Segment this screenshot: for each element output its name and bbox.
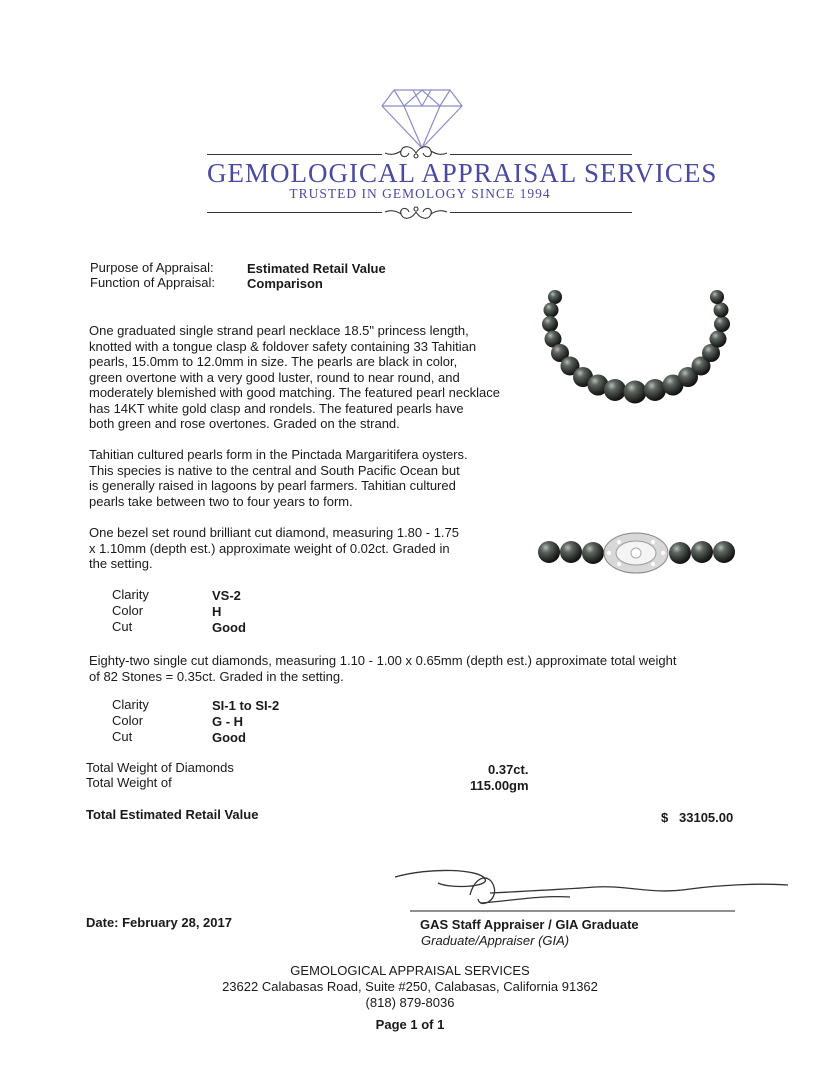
footer-company: GEMOLOGICAL APPRAISAL SERVICES [290,963,530,978]
logo-rule-top-left [207,154,382,155]
purpose-label: Purpose of Appraisal: [90,260,214,275]
flourish-bottom-icon [383,202,449,222]
grade-label: Cut [112,619,133,634]
diamond2-paragraph [89,653,729,684]
function-value: Comparison [247,276,323,291]
necklace-photo [535,285,740,420]
appraiser-title: GAS Staff Appraiser / GIA Graduate [420,917,639,932]
company-tagline: TRUSTED IN GEMOLOGY SINCE 1994 [289,186,551,201]
grade-value: H [212,604,222,619]
grade-value: Good [212,620,246,635]
total-weight-value: 115.00gm [470,778,529,793]
grade-label: Clarity [112,697,149,712]
grade-label: Color [112,603,144,618]
signature-image [390,865,790,915]
description-line: both green and rose overtones. Graded on the strand. [89,416,400,431]
grade-label: Clarity [112,587,149,602]
footer-phone: (818) 879-8036 [365,995,455,1010]
pearl-description [89,323,529,432]
footer-page-number: Page 1 of 1 [375,1017,445,1032]
grade-value: SI-1 to SI-2 [212,698,280,713]
description-line: One graduated single strand pearl necklace 18.5" princess length, [89,323,469,338]
description-line: has 14KT white gold clasp and rondels. The featured pearls have [89,400,464,416]
appraisal-date: Date: February 28, 2017 [86,915,232,930]
grade-value: Good [212,730,246,745]
retail-value-amount: 33105.00 [679,810,734,825]
retail-value-label: Total Estimated Retail Value [86,807,259,822]
logo-rule-top-right [450,154,632,155]
diamond1-paragraph [89,525,529,572]
tahitian-line: This species is native to the central and South Pacific Ocean but [89,462,460,478]
grade-value: G - H [212,714,244,729]
appraiser-subtitle: Graduate/Appraiser (GIA) [421,933,570,948]
diamond1-line: x 1.10mm (depth est.) approximate weight of 0.02ct. Graded in [89,540,450,556]
company-title: GEMOLOGICAL APPRAISAL SERVICES [207,158,718,188]
tahitian-paragraph [89,447,529,509]
total-weight-label: Total Weight of [86,775,172,790]
clasp-photo [535,528,740,580]
diamond-logo-icon [380,88,464,150]
tahitian-line: pearls take between two to four years to form. [89,493,353,509]
grade-label: Cut [112,729,133,744]
total-diamonds-label: Total Weight of Diamonds [86,760,234,775]
diamond1-line: One bezel set round brilliant cut diamond, measuring 1.80 - 1.75 [89,525,459,540]
grade-value: VS-2 [212,588,241,603]
description-line: pearls, 15.0mm to 12.0mm in size. The pearls are black in color, [89,354,458,369]
diamond1-line: the setting. [89,556,153,571]
purpose-value: Estimated Retail Value [247,261,386,276]
tahitian-line: is generally raised in lagoons by pearl farmers. Tahitian cultured [89,478,456,493]
function-label: Function of Appraisal: [90,275,216,290]
total-diamonds-value: 0.37ct. [488,762,529,777]
logo-rule-bottom-right [450,212,632,213]
description-line: knotted with a tongue clasp & foldover safety containing 33 Tahitian [89,338,477,354]
logo-rule-bottom-left [207,212,382,213]
diamond2-line: of 82 Stones = 0.35ct. Graded in the setting. [89,668,344,684]
grade-label: Color [112,713,144,728]
description-line: moderately blemished with good matching. The featured pearl necklace [89,385,500,400]
diamond2-line: Eighty-two single cut diamonds, measuring 1.10 - 1.00 x 0.65mm (depth est.) approximate total weight [89,653,677,668]
footer-address: 23622 Calabasas Road, Suite #250, Calabasas, California 91362 [222,979,598,994]
description-line: green overtone with a very good luster, round to near round, and [89,369,460,385]
retail-currency: $ [661,810,669,825]
tahitian-line: Tahitian cultured pearls form in the Pinctada Margaritifera oysters. [89,447,468,462]
